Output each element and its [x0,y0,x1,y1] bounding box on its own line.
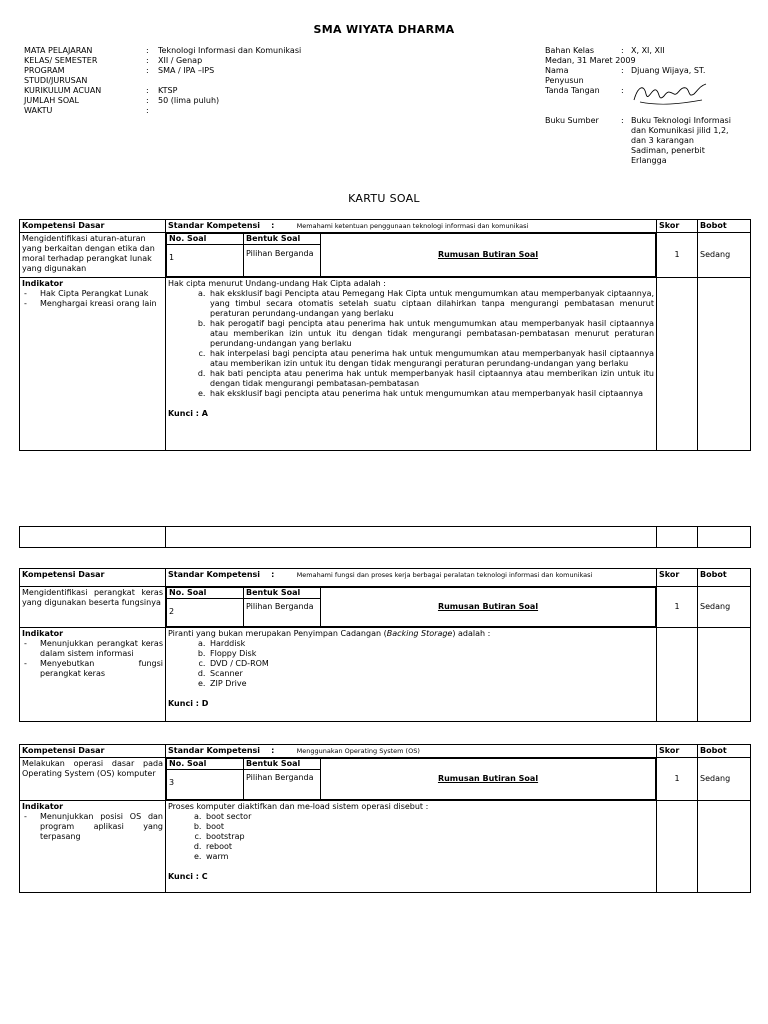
rumusan-header: Rumusan Butiran Soal [321,588,656,627]
indikator-list [22,812,163,842]
indikator-item: - Menghargai kreasi orang lain [22,299,163,309]
kompetensi-dasar-text: Mengidentifikasi perangkat keras yang digunakan beserta fungsinya [20,587,166,628]
indikator-item: - Menunjukkan perangkat keras dalam sistem informasi [22,639,163,659]
bobot-empty [698,628,751,722]
standar-kompetensi-header [166,569,657,587]
meta-key: KURIKULUM ACUAN [24,86,102,95]
question-text [168,629,654,639]
answer-key: Kunci : C [168,872,208,881]
bobot-header: Bobot [698,220,751,233]
skor-empty [657,278,698,451]
signature-image [630,80,710,108]
skor-header: Skor [657,569,698,587]
option-list [168,812,654,862]
buku-sumber-line: Sadiman, penerbit [631,146,705,155]
answer-key: Kunci : A [168,409,208,418]
indikator-item: - Hak Cipta Perangkat Lunak [22,289,163,299]
penyusun-label: Penyusun [545,76,584,85]
indikator-header: Indikator [22,629,64,638]
standar-label: Standar Kompetensi [168,221,261,230]
place-date: Medan, 31 Maret 2009 [545,56,636,65]
indikator-cell [20,801,166,893]
meta-colon: : [146,106,149,115]
bentuk-soal-value: Pilihan Berganda [246,249,314,258]
skor-value: 1 [657,587,698,628]
meta-row [24,96,301,106]
meta-value: 50 (lima puluh) [158,96,220,105]
kartu-soal-title: KARTU SOAL [348,192,420,205]
buku-sumber-line: Buku Teknologi Informasi [631,116,731,125]
meta-row [24,106,301,116]
meta-key: PROGRAM [24,66,65,75]
meta-row [24,56,301,66]
indikator-list [22,639,163,679]
question-cell [166,801,657,893]
author-name: Djuang Wijaya, ST. [631,66,706,75]
colon: : [271,746,275,755]
skor-empty [657,628,698,722]
question-cell [166,278,657,451]
buku-sumber-line: Erlangga [631,156,667,165]
meta-colon: : [146,96,149,105]
option-item: c. bootstrap [204,832,654,842]
nama-label: Nama [545,66,569,75]
meta-key: WAKTU [24,106,53,115]
bentuk-soal-value: Pilihan Berganda [246,773,314,782]
skor-empty [657,801,698,893]
colon: : [621,86,624,95]
meta-key: JUMLAH SOAL [24,96,79,105]
colon: : [621,116,624,125]
option-item: d. hak bati pencipta atau penerima hak untuk memperbanyak hasil ciptaannya atau memberikan izin untuk itu dengan tidak mengurangi pembatasan-pembatasan [208,369,654,389]
no-soal-header: No. Soal [167,234,243,245]
meta-colon: : [146,66,149,75]
standar-kompetensi-text: Memahami fungsi dan proses kerja berbagai peralatan teknologi informasi dan komunikasi [296,571,593,579]
bentuk-soal-header: Bentuk Soal [244,759,320,770]
meta-value: Teknologi Informasi dan Komunikasi [158,46,302,55]
colon: : [271,570,275,579]
empty-cell [657,527,698,548]
option-item: a. Harddisk [208,639,654,649]
bobot-empty [698,801,751,893]
bobot-value: Sedang [698,233,751,278]
option-item: c. DVD / CD-ROM [208,659,654,669]
question-card [19,744,751,893]
question-text-emphasis: Backing Storage [386,629,453,638]
colon: : [621,46,624,55]
school-title: SMA WIYATA DHARMA [313,23,455,36]
meta-value: KTSP [158,86,178,95]
no-soal-value: 1 [169,253,175,262]
bobot-empty [698,278,751,451]
option-list [168,639,654,689]
standar-label: Standar Kompetensi [168,746,261,755]
option-list [168,289,654,399]
no-soal-header: No. Soal [167,759,243,770]
kompetensi-dasar-header: Kompetensi Dasar [20,220,166,233]
standar-label: Standar Kompetensi [168,570,261,579]
question-text-part: Piranti yang bukan merupakan Penyimpan Cadangan ( [168,629,387,638]
option-item: e. hak eksklusif bagi pencipta atau penerima hak untuk mengumumkan atau memperbanyak hasil ciptaannya [208,389,654,399]
meta-key: MATA PELAJARAN [24,46,93,55]
question-text-part: ) adalah : [452,629,491,638]
skor-value: 1 [657,758,698,801]
kompetensi-dasar-text: Mengidentifikasi aturan-aturan yang berkaitan dengan etika dan moral terhadap perangkat lunak yang digunakan [20,233,166,278]
bobot-value: Sedang [698,587,751,628]
question-card [19,219,751,451]
buku-sumber-line: dan 3 karangan [631,136,694,145]
standar-kompetensi-text: Menggunakan Operating System (OS) [296,747,420,755]
kompetensi-dasar-text: Melakukan operasi dasar pada Operating System (OS) komputer [20,758,166,801]
standar-kompetensi-header [166,745,657,758]
indikator-header: Indikator [22,279,64,288]
no-soal-header: No. Soal [167,588,243,599]
meta-row [24,76,301,86]
bahan-kelas-value: X, XI, XII [631,46,665,55]
question-cell [166,628,657,722]
empty-cell [166,527,657,548]
standar-kompetensi-text: Memahami ketentuan penggunaan teknologi informasi dan komunikasi [296,222,529,230]
rumusan-header: Rumusan Butiran Soal [321,234,656,277]
rumusan-header: Rumusan Butiran Soal [321,759,656,800]
bobot-value: Sedang [698,758,751,801]
option-item: b. boot [204,822,654,832]
answer-key: Kunci : D [168,699,209,708]
no-soal-value: 3 [169,778,175,787]
meta-colon: : [146,56,149,65]
meta-key: KELAS/ SEMESTER [24,56,98,65]
option-item: d. Scanner [208,669,654,679]
skor-value: 1 [657,233,698,278]
indikator-list [22,289,163,309]
meta-row [24,46,301,56]
standar-kompetensi-header [166,220,657,233]
indikator-header: Indikator [22,802,64,811]
no-soal-value: 2 [169,607,175,616]
buku-sumber-line: dan Komunikasi jilid 1,2, [631,126,729,135]
bentuk-soal-header: Bentuk Soal [244,588,320,599]
subject-meta [24,46,301,116]
indikator-item: - Menyebutkan fungsi perangkat keras [22,659,163,679]
option-item: a. boot sector [204,812,654,822]
option-item: b. hak perogatif bagi pencipta atau penerima hak untuk mengumumkan atau memperbanyak hasil ciptaannya atau memberikan izin untuk itu dengan tidak mengurangi pembatasan-pembatasan menurut peraturan perundang-undangan yang berlaku [208,319,654,349]
skor-header: Skor [657,745,698,758]
indikator-item: - Menunjukkan posisi OS dan program aplikasi yang terpasang [22,812,163,842]
question-text: Proses komputer diaktifkan dan me-load sistem operasi disebut : [168,802,429,811]
bentuk-soal-header: Bentuk Soal [244,234,320,245]
meta-value: XII / Genap [158,56,203,65]
empty-row-table [19,526,751,548]
colon: : [621,66,624,75]
empty-cell [698,527,751,548]
meta-row [24,66,301,76]
option-item: e. ZIP Drive [208,679,654,689]
empty-cell [20,527,166,548]
bobot-header: Bobot [698,745,751,758]
meta-key: STUDI/JURUSAN [24,76,88,85]
meta-colon: : [146,86,149,95]
bobot-header: Bobot [698,569,751,587]
option-item: e. warm [204,852,654,862]
buku-sumber-label: Buku Sumber [545,116,599,125]
meta-row [24,86,301,96]
bentuk-soal-value: Pilihan Berganda [246,602,314,611]
question-text: Hak cipta menurut Undang-undang Hak Cipta adalah : [168,279,386,288]
colon: : [271,221,275,230]
tanda-tangan-label: Tanda Tangan [545,86,600,95]
meta-colon [146,76,158,86]
option-item: c. hak interpelasi bagi pencipta atau penerima hak untuk mengumumkan atau memperbanyak hasil ciptaannya atau memberikan izin untuk itu dengan tidak mengurangi peraturan perundang-undangan yang berlaku [208,349,654,369]
indikator-cell [20,278,166,451]
option-item: d. reboot [204,842,654,852]
option-item: a. hak eksklusif bagi Pencipta atau Pemegang Hak Cipta untuk mengumumkan atau memperbanyak ciptaannya, yang timbul secara otomatis setelah suatu ciptaan dilahirkan tanpa mengurangi pembatasan menurut peraturan perundang-undangan yang berlaku [208,289,654,319]
option-item: b. Floppy Disk [208,649,654,659]
kompetensi-dasar-header: Kompetensi Dasar [20,745,166,758]
meta-value: SMA / IPA –IPS [158,66,215,75]
question-card [19,568,751,722]
kompetensi-dasar-header: Kompetensi Dasar [20,569,166,587]
meta-colon: : [146,46,149,55]
skor-header: Skor [657,220,698,233]
bahan-kelas-label: Bahan Kelas [545,46,595,55]
indikator-cell [20,628,166,722]
